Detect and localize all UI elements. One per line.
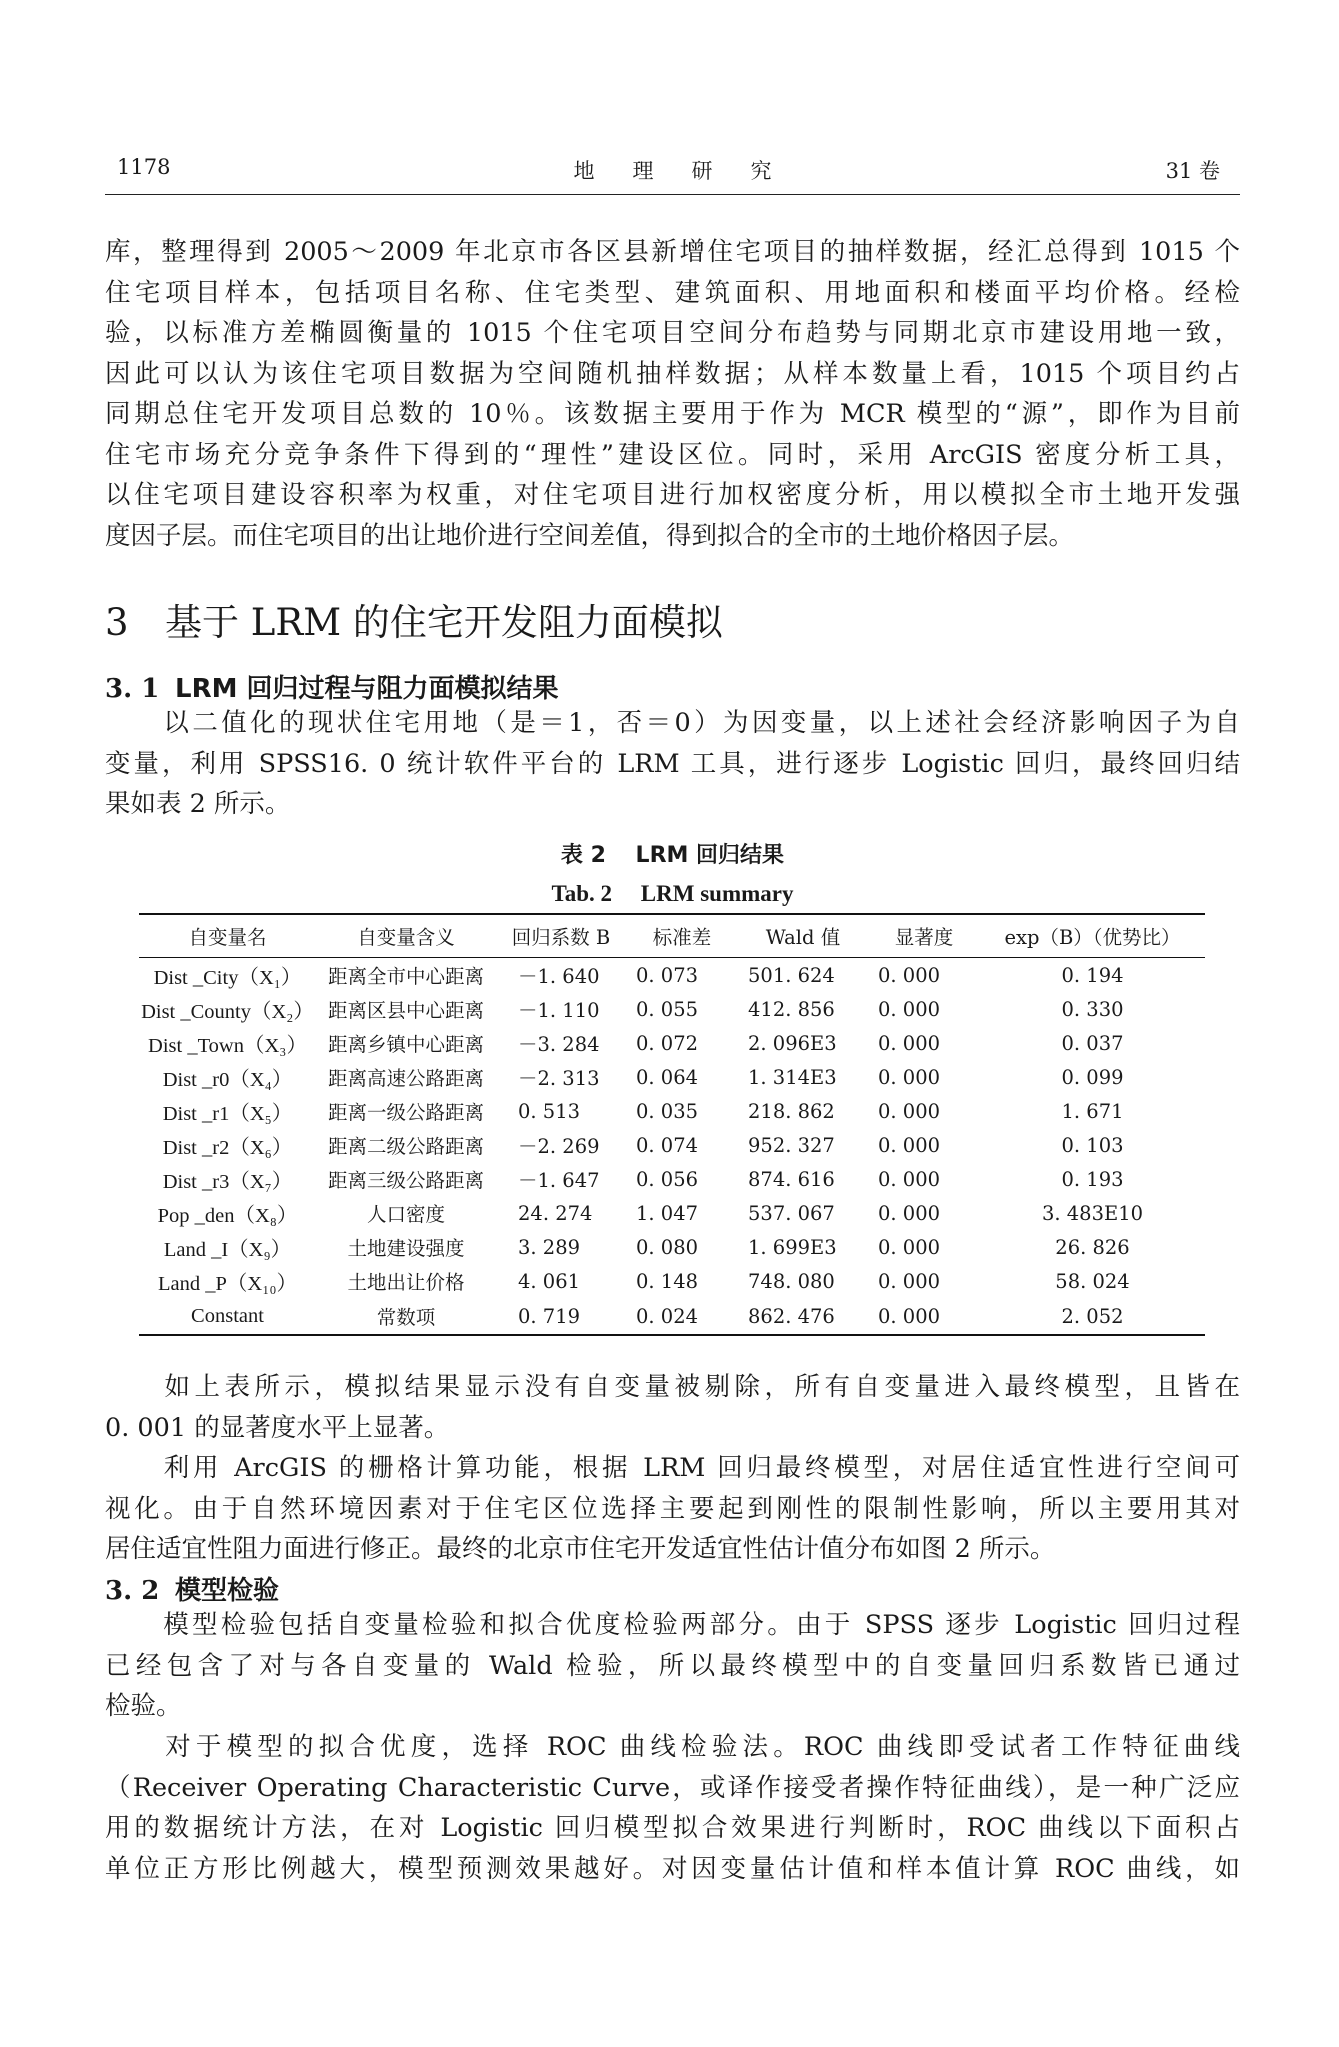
table-cell: 0. 037 xyxy=(1061,1031,1124,1055)
table-row xyxy=(139,1264,1205,1298)
column-header: 自变量含义 xyxy=(316,914,496,958)
table-cell: 土地建设强度 xyxy=(347,1237,465,1260)
table-cell: 1. 699E3 xyxy=(748,1235,837,1259)
text-line: 单位正方形比例越大，模型预测效果越好。对因变量估计值和样本值计算 ROC 曲线，如 xyxy=(105,1853,1240,1884)
table-cell: 0. 103 xyxy=(1061,1133,1124,1157)
table-cell: 距离乡镇中心距离 xyxy=(327,1033,484,1056)
table-cell: 0. 064 xyxy=(636,1065,699,1089)
section-heading-3 xyxy=(105,592,723,646)
table-cell: 0. 099 xyxy=(1061,1065,1124,1089)
table-cell: 0. 000 xyxy=(878,1133,941,1157)
text-line: 如上表所示，模拟结果显示没有自变量被剔除，所有自变量进入最终模型，且皆在 xyxy=(160,1372,1240,1402)
subsection-title: 模型检验 xyxy=(175,1576,280,1606)
table-cell: Dist _City（X₁） xyxy=(153,967,302,989)
text-line: 利用 ArcGIS 的栅格计算功能，根据 LRM 回归最终模型，对居住适宜性进行空间可 xyxy=(160,1453,1240,1483)
text-line: 以二值化的现状住宅用地（是＝1，否＝0）为因变量，以上述社会经济影响因子为自 xyxy=(160,708,1240,738)
column-header: 自变量名 xyxy=(139,914,316,958)
table-cell: 4. 061 xyxy=(518,1269,581,1293)
table-caption-en: Tab. 2 LRM summary xyxy=(551,881,794,906)
subsection-heading-3-2 xyxy=(105,1570,279,1607)
intro-paragraph xyxy=(105,232,1240,556)
column-header: exp（B）（优势比） xyxy=(980,914,1205,958)
column-header: Wald 值 xyxy=(738,914,868,958)
table-cell: 0. 074 xyxy=(636,1133,699,1157)
table-cell: 0. 000 xyxy=(878,1031,941,1055)
table-caption-cn: 表 2 LRM 回归结果 xyxy=(560,843,785,868)
table-cell: －2. 313 xyxy=(518,1067,600,1090)
table-cell: 874. 616 xyxy=(748,1167,835,1191)
table-cell: 0. 024 xyxy=(626,1298,738,1335)
table-header-row xyxy=(139,914,1205,958)
table-cell: 0. 000 xyxy=(868,1298,980,1335)
text-line: 住宅市场充分竞争条件下得到的“理性”建设区位。同时，采用 ArcGIS 密度分析工具， xyxy=(105,439,1240,470)
table-cell: 412. 856 xyxy=(748,997,835,1021)
paragraph-3-2-1 xyxy=(105,1605,1240,1727)
table-cell: 952. 327 xyxy=(748,1133,835,1157)
table-cell: 26. 826 xyxy=(1055,1235,1130,1259)
table-cell: 0. 330 xyxy=(1061,997,1124,1021)
regression-results-table xyxy=(139,913,1205,1336)
table-cell: Dist _County（X₂） xyxy=(141,1001,314,1023)
table-cell: －1. 640 xyxy=(518,965,600,988)
table-row xyxy=(139,992,1205,1026)
page-number: 1178 xyxy=(117,155,171,179)
text-line: 验，以标准方差椭圆衡量的 1015 个住宅项目空间分布趋势与同期北京市建设用地一致， xyxy=(105,318,1240,348)
table-cell: Pop _den（X₈） xyxy=(157,1205,298,1227)
text-line: 检验。 xyxy=(105,1691,182,1721)
table-cell: －3. 284 xyxy=(518,1033,600,1056)
table-cell: 0. 000 xyxy=(878,997,941,1021)
text-line: 居住适宜性阻力面进行修正。最终的北京市住宅开发适宜性估计值分布如图 2 所示。 xyxy=(105,1534,1056,1564)
table-cell: 537. 067 xyxy=(748,1201,835,1225)
table-cell: 距离全市中心距离 xyxy=(327,965,484,988)
table-cell: 0. 072 xyxy=(636,1031,699,1055)
table-cell: 1. 671 xyxy=(1061,1099,1124,1123)
table-cell: 土地出让价格 xyxy=(347,1271,465,1294)
text-line: 果如表 2 所示。 xyxy=(105,789,291,819)
table-cell: 748. 080 xyxy=(748,1269,835,1293)
text-line: （Receiver Operating Characteristic Curve，或译作接受者操作特征曲线），是一种广泛应 xyxy=(105,1772,1240,1803)
paragraph-3-1 xyxy=(105,703,1240,825)
table-cell: 3. 289 xyxy=(518,1235,581,1259)
text-line: 对于模型的拟合优度，选择 ROC 曲线检验法。ROC 曲线即受试者工作特征曲线 xyxy=(160,1732,1240,1762)
table-cell: 0. 000 xyxy=(878,963,941,987)
table-cell: 0. 000 xyxy=(878,1099,941,1123)
table-cell: Land _I（X₉） xyxy=(163,1239,292,1261)
table-cell: 501. 624 xyxy=(748,963,835,987)
table-cell: 常数项 xyxy=(316,1298,496,1335)
table-cell: 1. 314E3 xyxy=(748,1065,837,1089)
subsection-number: 3. 2 xyxy=(105,1576,160,1606)
table-row xyxy=(139,958,1205,993)
journal-title: 地理研究 xyxy=(573,159,810,183)
table-cell: 人口密度 xyxy=(366,1203,445,1226)
table-row xyxy=(139,1196,1205,1230)
table-cell: Land _P（X₁₀） xyxy=(158,1273,297,1295)
table-cell: 2. 096E3 xyxy=(748,1031,837,1055)
section-title: 基于 LRM 的住宅开发阻力面模拟 xyxy=(165,601,723,644)
table-cell: Dist _r3（X₇） xyxy=(162,1171,293,1193)
table-cell: 3. 483E10 xyxy=(1041,1201,1144,1225)
running-header xyxy=(105,155,1240,185)
table-cell: 24. 274 xyxy=(518,1201,593,1225)
header-divider xyxy=(105,194,1240,195)
table-cell: 距离高速公路距离 xyxy=(327,1067,484,1090)
table-cell: 0. 000 xyxy=(878,1269,941,1293)
table-cell: 距离三级公路距离 xyxy=(327,1169,484,1192)
table-cell: 0. 000 xyxy=(878,1201,941,1225)
column-header: 回归系数 B xyxy=(496,914,626,958)
table-cell: 862. 476 xyxy=(738,1298,868,1335)
column-header: 显著度 xyxy=(868,914,980,958)
table-row xyxy=(139,1230,1205,1264)
text-line: 已经包含了对与各自变量的 Wald 检验，所以最终模型中的自变量回归系数皆已通过 xyxy=(105,1650,1240,1681)
table-cell: 0. 035 xyxy=(636,1099,699,1123)
table-cell: 0. 719 xyxy=(496,1298,626,1335)
text-line: 同期总住宅开发项目总数的 10％。该数据主要用于作为 MCR 模型的“源”，即作为目前 xyxy=(105,399,1240,429)
text-line: 用的数据统计方法，在对 Logistic 回归模型拟合效果进行判断时，ROC 曲线以下面积占 xyxy=(105,1813,1240,1843)
table-cell: 0. 080 xyxy=(636,1235,699,1259)
table-cell: Constant xyxy=(139,1298,316,1335)
table-cell: 0. 056 xyxy=(636,1167,699,1191)
table-row xyxy=(139,1026,1205,1060)
table-cell: Dist _Town（X₃） xyxy=(148,1035,307,1057)
table-cell: 0. 000 xyxy=(878,1235,941,1259)
table-cell: －2. 269 xyxy=(518,1135,600,1158)
text-line: 以住宅项目建设容积率为权重，对住宅项目进行加权密度分析，用以模拟全市土地开发强 xyxy=(105,480,1240,510)
table-row xyxy=(139,1094,1205,1128)
table-cell: 58. 024 xyxy=(1055,1269,1130,1293)
text-line: 度因子层。而住宅项目的出让地价进行空间差值，得到拟合的全市的土地价格因子层。 xyxy=(105,520,1075,551)
table-row xyxy=(139,1162,1205,1196)
table-cell: 0. 148 xyxy=(636,1269,699,1293)
table-cell: 0. 073 xyxy=(636,963,699,987)
table-cell: 0. 000 xyxy=(878,1065,941,1089)
table-cell: 1. 047 xyxy=(636,1201,699,1225)
section-number: 3 xyxy=(105,601,129,644)
table-cell: 0. 055 xyxy=(636,997,699,1021)
table-cell: Dist _r0（X₄） xyxy=(162,1069,293,1091)
text-line: 0. 001 的显著度水平上显著。 xyxy=(105,1412,450,1443)
text-line: 变量，利用 SPSS16. 0 统计软件平台的 LRM 工具，进行逐步 Logistic 回归，最终回归结 xyxy=(105,748,1240,779)
table-row xyxy=(139,1298,1205,1335)
table-cell: 0. 194 xyxy=(1061,963,1124,987)
paragraph-after-table-1 xyxy=(105,1367,1240,1448)
column-header: 标准差 xyxy=(626,914,738,958)
table-cell: 0. 000 xyxy=(878,1167,941,1191)
table-row xyxy=(139,1128,1205,1162)
subsection-heading-3-1 xyxy=(105,668,559,705)
table-cell: 距离一级公路距离 xyxy=(327,1101,484,1124)
text-line: 模型检验包括自变量检验和拟合优度检验两部分。由于 SPSS 逐步 Logistic 回归过程 xyxy=(160,1610,1240,1640)
subsection-title: LRM 回归过程与阻力面模拟结果 xyxy=(175,674,559,704)
subsection-number: 3. 1 xyxy=(105,674,160,704)
volume-label: 31 卷 xyxy=(1165,159,1220,183)
table-cell: 218. 862 xyxy=(748,1099,835,1123)
text-line: 视化。由于自然环境因素对于住宅区位选择主要起到刚性的限制性影响，所以主要用其对 xyxy=(105,1493,1240,1524)
table-cell: Dist _r2（X₆） xyxy=(162,1137,293,1159)
paragraph-3-2-2 xyxy=(105,1727,1240,1889)
table-cell: 距离二级公路距离 xyxy=(327,1135,484,1158)
text-line: 住宅项目样本，包括项目名称、住宅类型、建筑面积、用地面积和楼面平均价格。经检 xyxy=(105,277,1240,308)
table-cell: －1. 110 xyxy=(518,999,600,1022)
table-cell: Dist _r1（X₅） xyxy=(162,1103,293,1125)
paragraph-after-table-2 xyxy=(105,1448,1240,1570)
text-line: 因此可以认为该住宅项目数据为空间随机抽样数据；从样本数量上看，1015 个项目约占 xyxy=(105,358,1240,389)
table-row xyxy=(139,1060,1205,1094)
text-line: 库，整理得到 2005～2009 年北京市各区县新增住宅项目的抽样数据，经汇总得到 1015 个 xyxy=(105,237,1240,267)
table-cell: 距离区县中心距离 xyxy=(327,999,484,1022)
table-cell: 2. 052 xyxy=(980,1298,1205,1335)
table-cell: 0. 193 xyxy=(1061,1167,1124,1191)
table-cell: 0. 513 xyxy=(518,1099,581,1123)
table-cell: －1. 647 xyxy=(518,1169,600,1192)
